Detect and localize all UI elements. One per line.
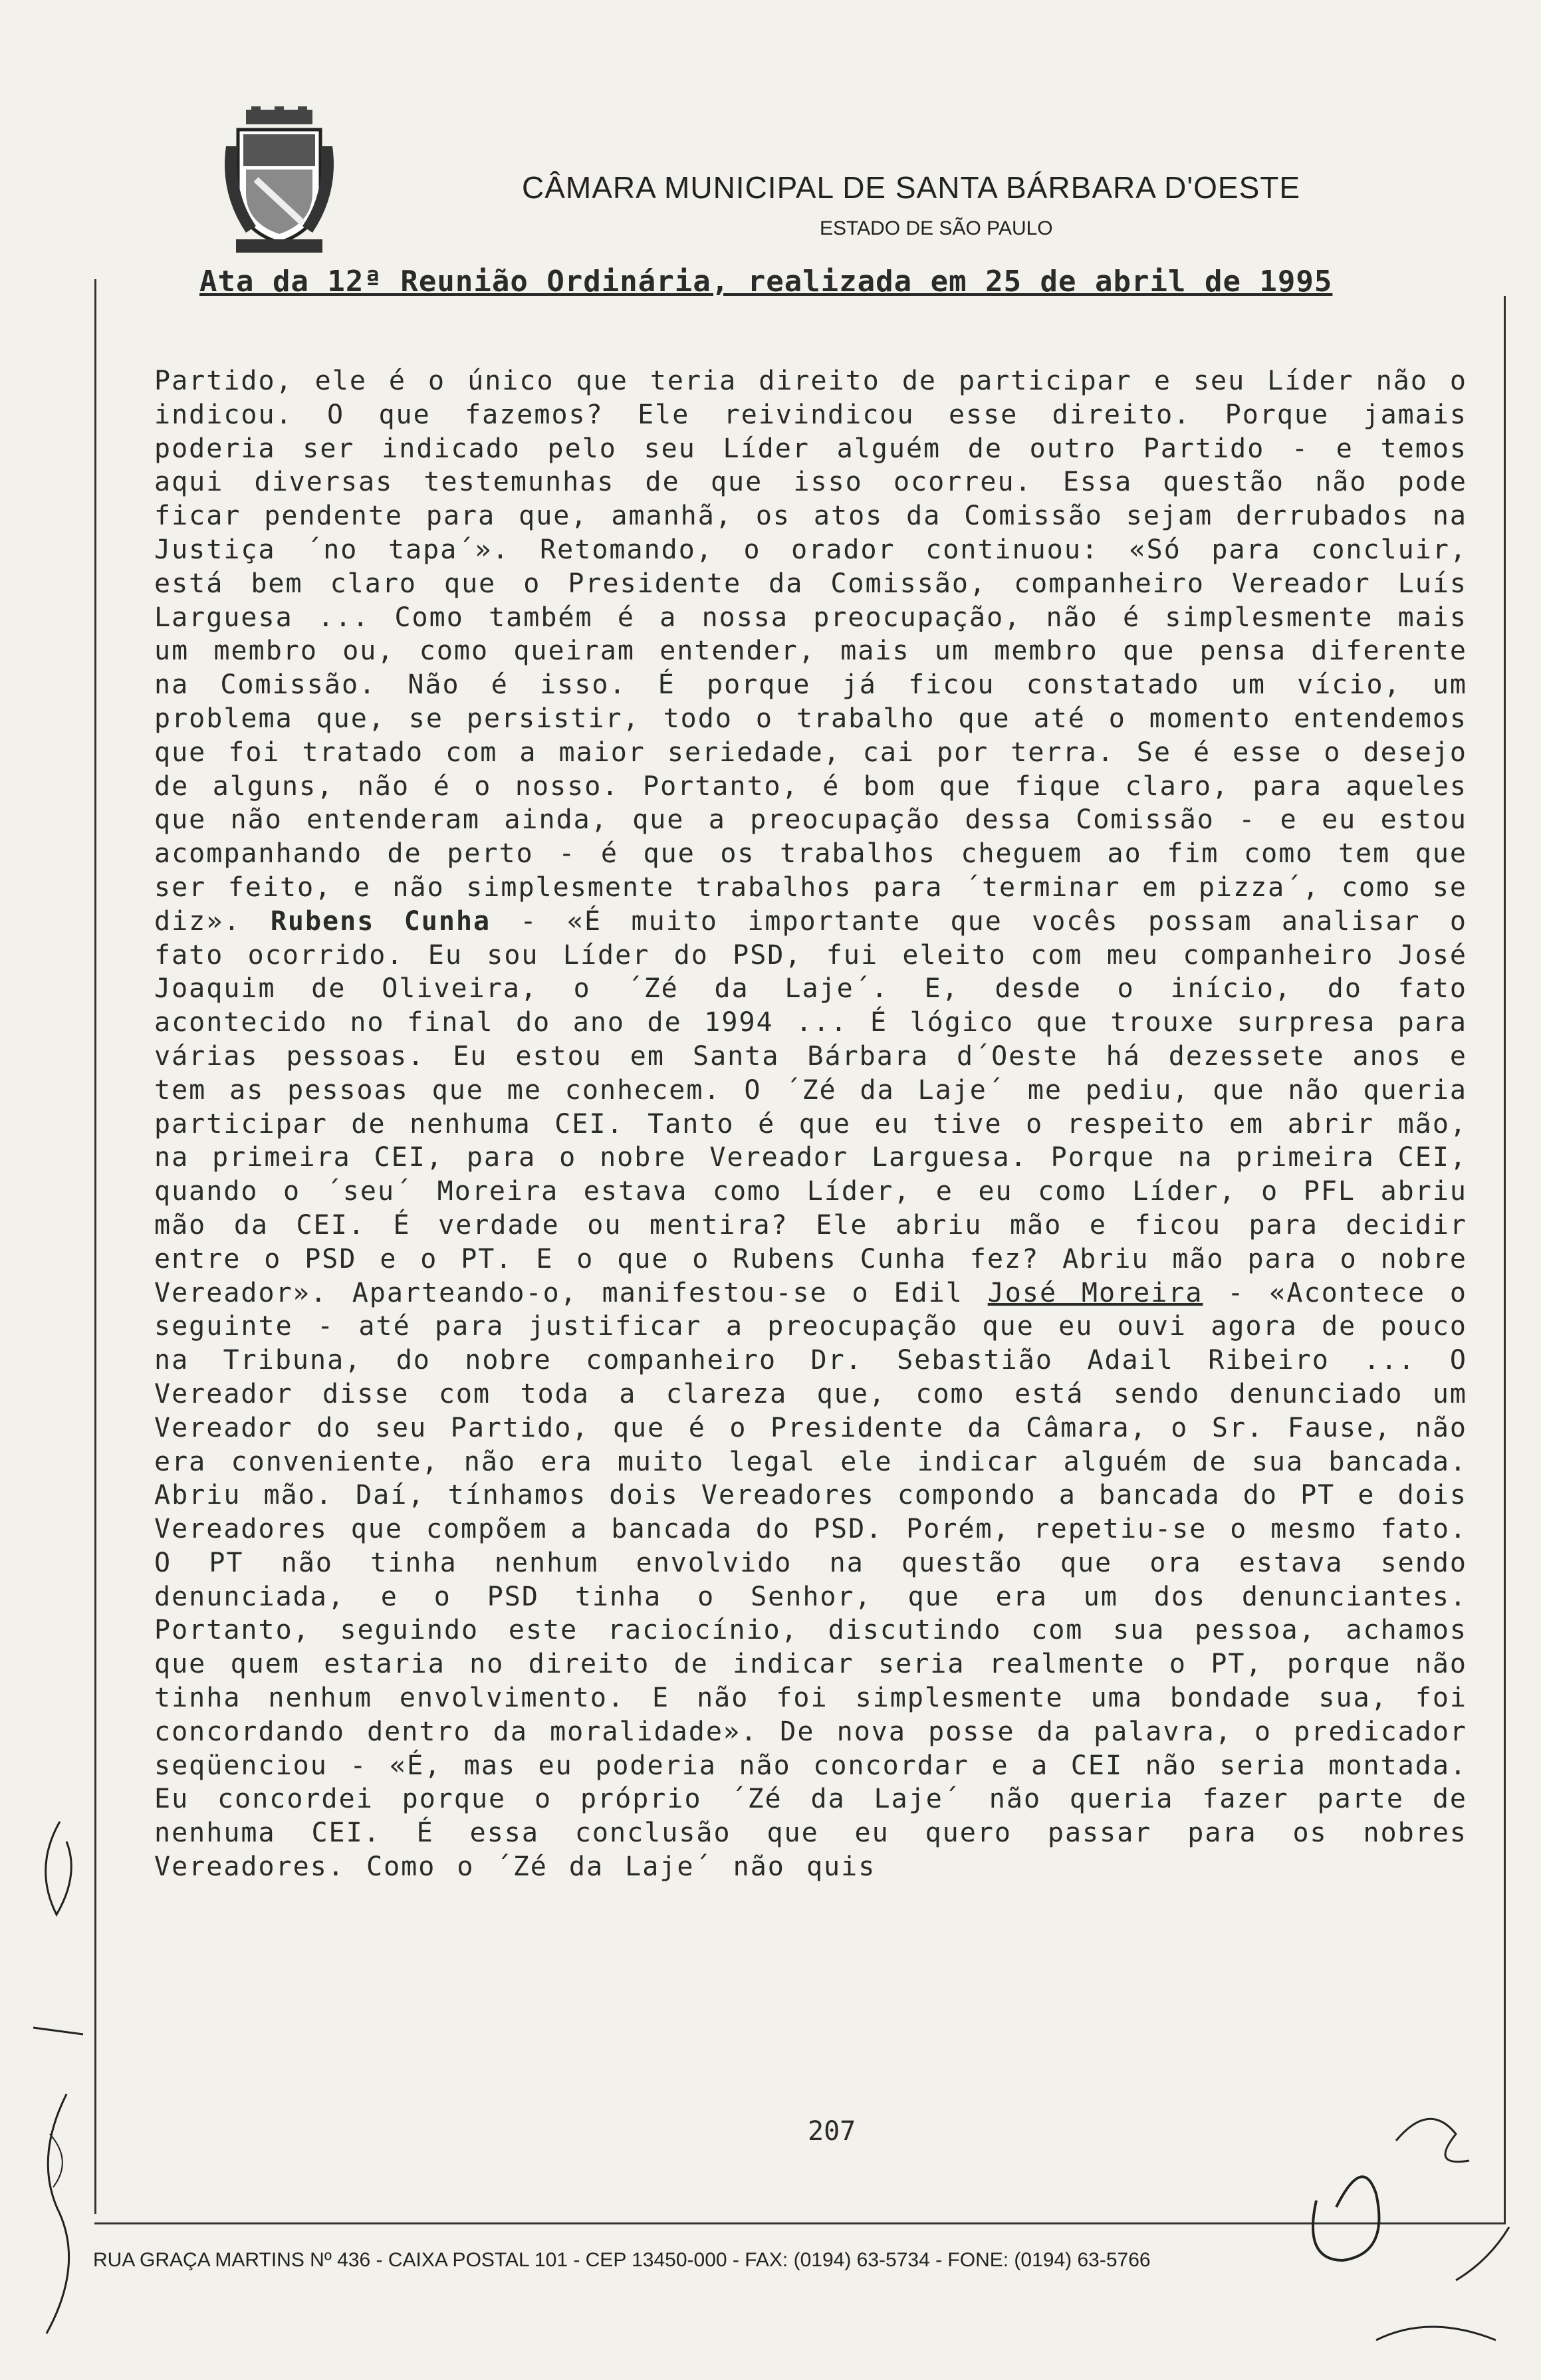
right-border-line [1504, 296, 1506, 2224]
document-title: Ata da 12ª Reunião Ordinária, realizada em 25 de abril de 1995 [199, 265, 1333, 298]
speaker-name: Rubens Cunha [270, 905, 491, 937]
footer-rule [94, 2222, 1506, 2224]
body-paragraph-3: - «Acontece o seguinte - até para justificar a preocupação que eu ouvi agora de pouco na Tribuna, do nobre companheiro Dr. Sebastião Adail Ribeiro ... O Vereador disse com toda a clareza que, como está sendo denunciado um Vereador do seu Partido, que é o Presidente da Câmara, o Sr. Fause, não era conveniente, não era muito legal ele indicar alguém de sua bancada. Abriu mão. Daí, tínhamos dois Vereadores compondo a bancada do PT e dois Vereadores que compõem a bancada do PSD. Porém, repetiu-se o mesmo fato. O PT não tinha nenhum envolvido na questão que ora estava sendo denunciada, e o PSD tinha o Senhor, que era um dos denunciantes. Portanto, seguindo este raciocínio, discutindo com sua pessoa, achamos que quem estaria no direito de indicar seria realmente o PT, porque não tinha nenhum envolvimento. E não foi simplesmente uma bondade sua, foi concordando dentro da moralidade». De nova posse da palavra, o predicador seqüenciou - «É, mas eu poderia não concordar e a CEI não seria montada. Eu concordei porque o próprio ´Zé da Laje´ não queria fazer parte de nenhuma CEI. É essa conclusão que eu quero passar para os nobres Vereadores. Como o ´Zé da Laje´ não quis [154, 1277, 1468, 1883]
institution-state: ESTADO DE SÃO PAULO [820, 217, 1053, 239]
institution-name: CÂMARA MUNICIPAL DE SANTA BÁRBARA D'OESTE [522, 170, 1301, 205]
speaker-name: José Moreira [987, 1277, 1203, 1308]
municipal-crest-icon [219, 106, 339, 259]
body-paragraph-2: - «É muito importante que vocês possam analisar o fato ocorrido. Eu sou Líder do PSD, fui eleito com meu companheiro José Joaquim de Oliveira, o ´Zé da Laje´. E, desde o início, do fato acontecido no final do ano de 1994 ... É lógico que trouxe surpresa para várias pessoas. Eu estou em Santa Bárbara d´Oeste há dezessete anos e tem as pessoas que me conhecem. O ´Zé da Laje´ me pediu, que não queria participar de nenhuma CEI. Tanto é que eu tive o respeito em abrir mão, na primeira CEI, para o nobre Vereador Larguesa. Porque na primeira CEI, quando o ´seu´ Moreira estava como Líder, e eu como Líder, o PFL abriu mão da CEI. É verdade ou mentira? Ele abriu mão e ficou para decidir entre o PSD e o PT. E o que o Rubens Cunha fez? Abriu mão para o nobre Vereador». Aparteando-o, manifestou-se o Edil [154, 905, 1467, 1308]
body-paragraph-1: Partido, ele é o único que teria direito de participar e seu Líder não o indicou. O que fazemos? Ele reivindicou esse direito. Porque jamais poderia ser indicado pelo seu Líder alguém de outro Partido - e temos aqui diversas testemunhas de que isso ocorreu. Essa questão não pode ficar pendente para que, amanhã, os atos da Comissão sejam derrubados na Justiça ´no tapa´». Retomando, o orador continuou: «Só para concluir, está bem claro que o Presidente da Comissão, companheiro Vereador Luís Larguesa ... Como também é a nossa preocupação, não é simplesmente mais um membro ou, como queiram entender, mais um membro que pensa diferente na Comissão. Não é isso. É porque já ficou constatado um vício, um problema que, se persistir, todo o trabalho que até o momento entendemos que foi tratado com a maior seriedade, cai por terra. Se é esse o desejo de alguns, não é o nosso. Portanto, é bom que fique claro, para aqueles que não entenderam ainda, que a preocupação dessa Comissão - e eu estou acompanhando de perto - é que os trabalhos cheguem ao fim como tem que ser feito, e não simplesmente trabalhos para ´terminar em pizza´, como se diz». [154, 366, 1467, 937]
minutes-body [154, 364, 1467, 1884]
left-border-line [94, 279, 96, 2214]
page-number: 207 [808, 2116, 856, 2147]
bottom-right-signature-icon [1296, 2061, 1522, 2373]
margin-signature-icon [20, 1815, 93, 2360]
page-footer: RUA GRAÇA MARTINS Nº 436 - CAIXA POSTAL 101 - CEP 13450-000 - FAX: (0194) 63-5734 - FONE: (0194) 63-5766 [93, 2249, 1151, 2271]
